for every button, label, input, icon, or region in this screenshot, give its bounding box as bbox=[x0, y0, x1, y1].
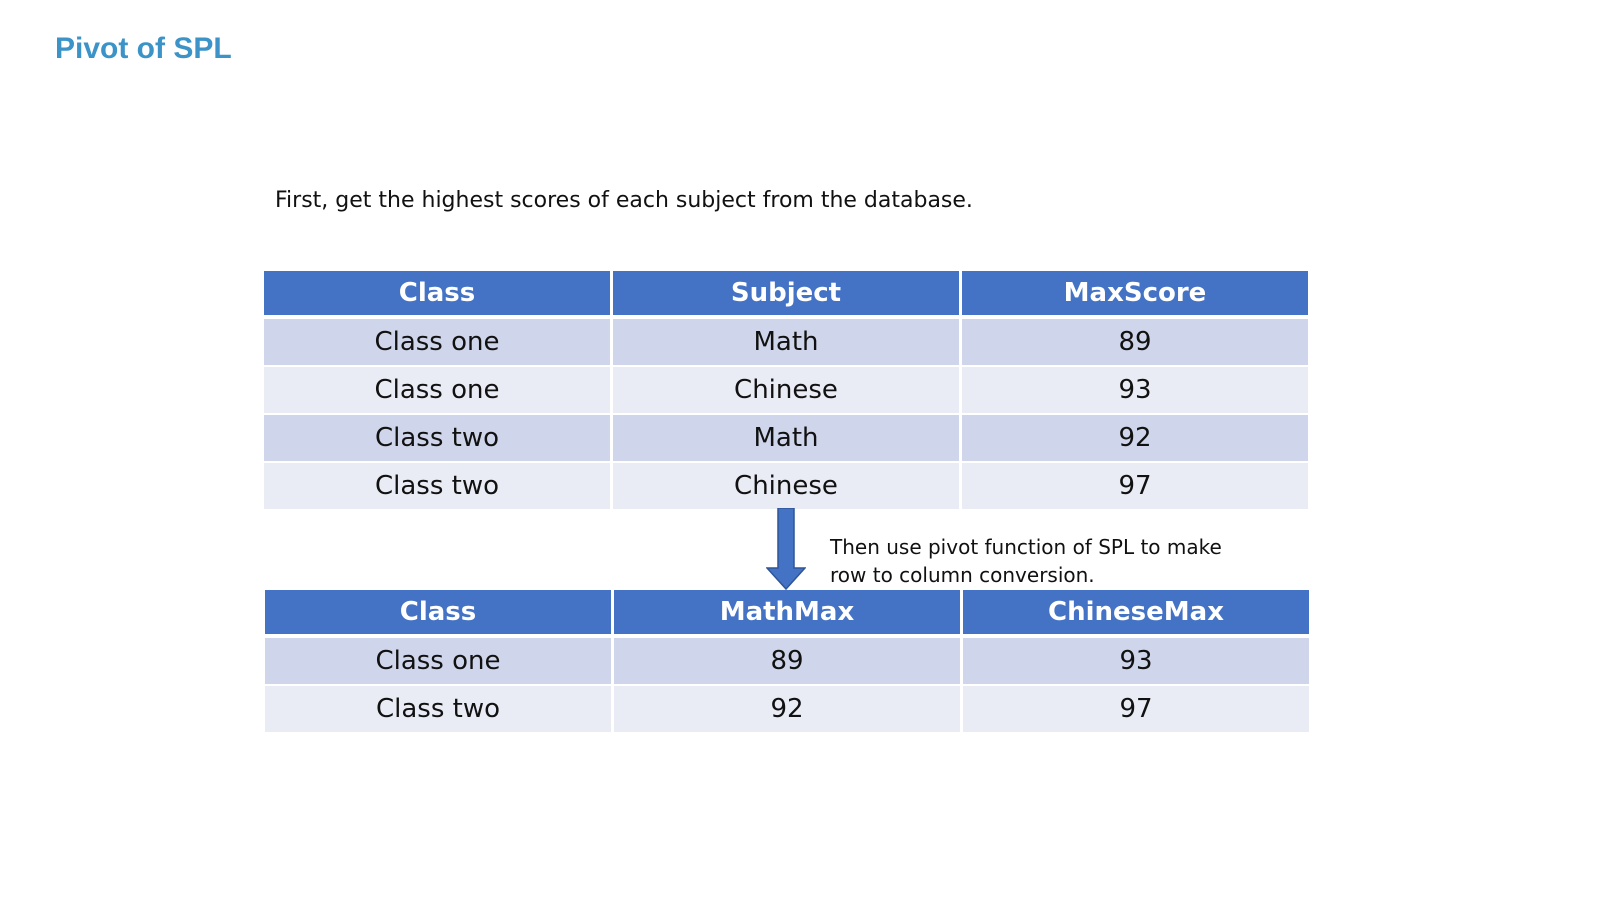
table-header-row bbox=[264, 271, 1308, 317]
header-maxscore: MaxScore bbox=[960, 271, 1308, 317]
table-row bbox=[264, 317, 1308, 366]
cell-subject: Math bbox=[611, 317, 960, 366]
table-row bbox=[264, 414, 1308, 462]
cell-class: Class one bbox=[264, 366, 611, 414]
cell-mathmax: 92 bbox=[612, 685, 961, 733]
slide-title: Pivot of SPL bbox=[55, 32, 232, 65]
max-scores-table bbox=[264, 271, 1308, 511]
cell-maxscore: 97 bbox=[960, 462, 1308, 510]
pivot-result-table bbox=[265, 590, 1309, 734]
table-row bbox=[264, 462, 1308, 510]
cell-subject: Math bbox=[611, 414, 960, 462]
header-class: Class bbox=[264, 271, 611, 317]
cell-subject: Chinese bbox=[611, 462, 960, 510]
cell-maxscore: 93 bbox=[960, 366, 1308, 414]
cell-class: Class two bbox=[264, 414, 611, 462]
cell-maxscore: 92 bbox=[960, 414, 1308, 462]
header-subject: Subject bbox=[611, 271, 960, 317]
table-header-row bbox=[265, 590, 1309, 636]
cell-class: Class one bbox=[265, 636, 612, 685]
note-line-2: row to column conversion. bbox=[830, 563, 1095, 587]
header-class: Class bbox=[265, 590, 612, 636]
header-chinesemax: ChineseMax bbox=[961, 590, 1309, 636]
header-mathmax: MathMax bbox=[612, 590, 961, 636]
cell-chinesemax: 93 bbox=[961, 636, 1309, 685]
arrow-down-icon bbox=[766, 508, 806, 590]
cell-subject: Chinese bbox=[611, 366, 960, 414]
cell-class: Class two bbox=[265, 685, 612, 733]
cell-mathmax: 89 bbox=[612, 636, 961, 685]
note-line-1: Then use pivot function of SPL to make bbox=[830, 535, 1222, 559]
cell-maxscore: 89 bbox=[960, 317, 1308, 366]
cell-class: Class two bbox=[264, 462, 611, 510]
table-row bbox=[265, 685, 1309, 733]
table-row bbox=[264, 366, 1308, 414]
conversion-note bbox=[830, 533, 1222, 589]
intro-text: First, get the highest scores of each subject from the database. bbox=[275, 188, 973, 213]
table-row bbox=[265, 636, 1309, 685]
cell-class: Class one bbox=[264, 317, 611, 366]
cell-chinesemax: 97 bbox=[961, 685, 1309, 733]
